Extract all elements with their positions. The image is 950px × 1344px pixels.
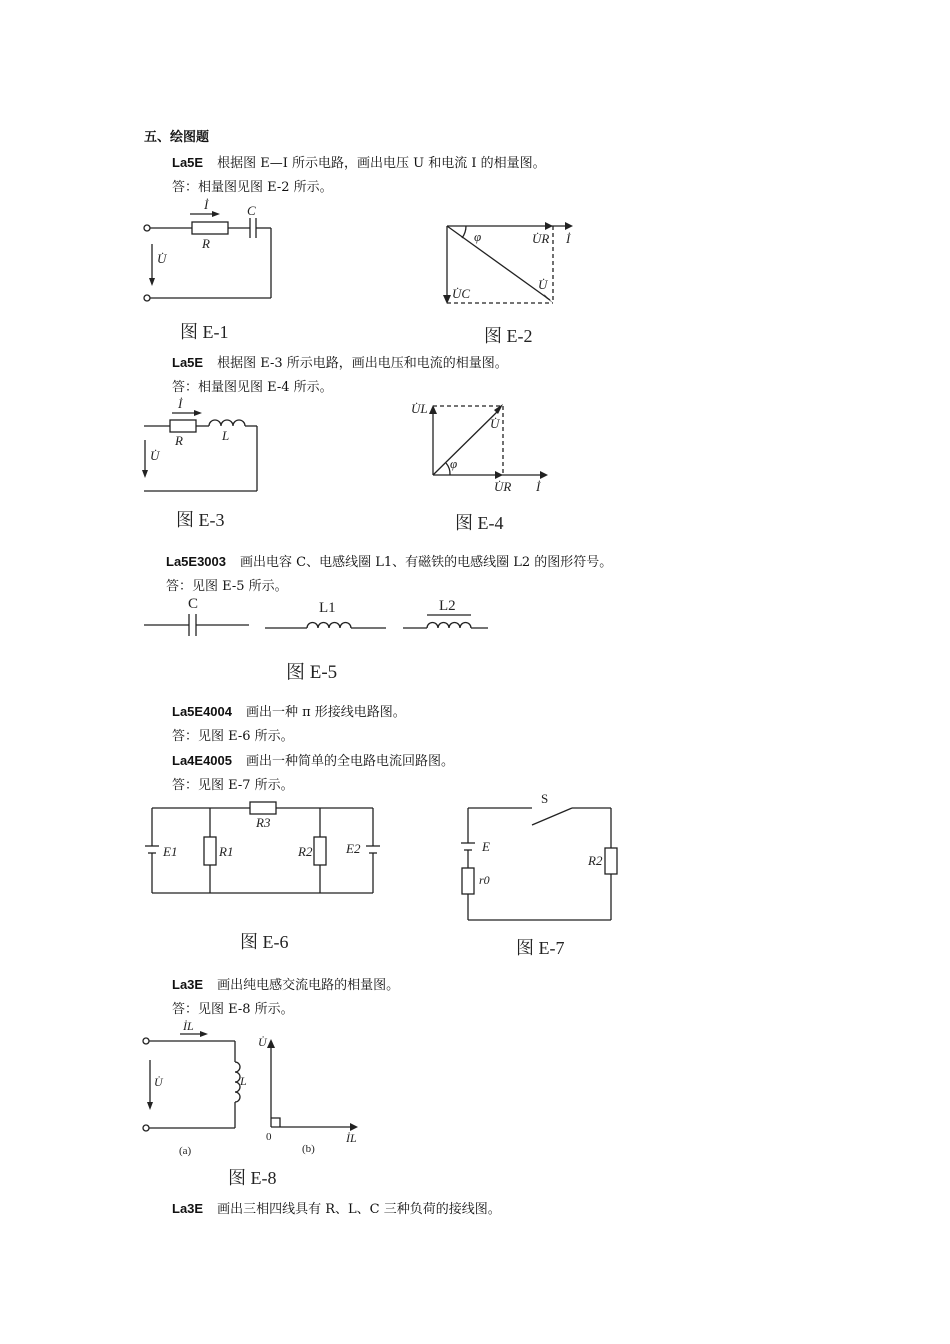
answer-2: 答：相量图见图 E-4 所示。 [172,380,333,395]
e6-r3-label: R3 [256,815,271,830]
e3-voltage-label: U̇ [150,448,160,463]
e8-u-a-label: U̇ [154,1075,163,1089]
e5-l1-label: L1 [319,600,336,616]
e2-phi-label: φ [474,229,482,244]
e6-e1-label: E1 [163,844,178,859]
e7-s-label: S [541,791,549,806]
caption-e3: 图 E-3 [176,510,225,530]
e7-e-label: E [482,839,490,854]
e3-current-label: İ [178,396,183,411]
caption-e8: 图 E-8 [228,1168,277,1188]
e1-current-label: İ [204,197,209,212]
question-text: 画出电容 C、电感线圈 L1、有磁铁的电感线圈 L2 的图形符号。 [240,555,613,570]
question-7 [172,1201,501,1218]
question-code: La5E4004 [172,704,232,719]
section-heading: 五、绘图题 [144,130,210,145]
question-code: La3E [172,977,204,992]
question-code: La5E3003 [166,554,226,569]
e8-il-b-label: İL [346,1131,357,1145]
question-text: 根据图 E—I 所示电路，画出电压 U 和电流 I 的相量图。 [217,156,546,171]
e2-i-label: İ [566,231,571,246]
e7-r2-label: R2 [588,853,603,868]
e4-ur-label: U̇R [494,479,512,494]
e6-r1-label: R1 [219,844,234,859]
e8-origin-label: 0 [266,1131,272,1143]
question-code: La4E4005 [172,753,232,768]
e3-inductor-label: L [222,428,230,443]
answer-3: 答：见图 E-5 所示。 [166,579,288,594]
answer-4: 答：见图 E-6 所示。 [172,729,294,744]
question-code: La5E [172,155,204,170]
e2-u-label: U̇ [538,277,548,292]
e4-u-label: U̇ [490,416,500,431]
e7-r0-label: r0 [479,873,490,887]
question-code: La3E [172,1201,204,1216]
e8-u-b-label: U̇ [258,1035,267,1049]
e1-resistor-label: R [202,236,210,251]
question-text: 画出纯电感交流电路的相量图。 [217,978,400,993]
caption-e6: 图 E-6 [240,932,289,952]
caption-e7: 图 E-7 [516,938,565,958]
question-text: 根据图 E-3 所示电路，画出电压和电流的相量图。 [217,356,508,371]
e2-ur-label: U̇R [532,231,550,246]
e4-phi-label: φ [450,456,458,471]
answer-5: 答：见图 E-7 所示。 [172,778,294,793]
e3-resistor-label: R [175,433,183,448]
question-code: La5E [172,355,204,370]
e8-a-label: (a) [179,1145,192,1157]
question-text: 画出一种简单的全电路电流回路图。 [246,754,455,769]
e1-voltage-label: U̇ [157,251,167,266]
e4-i-label: İ [536,479,541,494]
question-text: 画出三相四线具有 R、L、C 三种负荷的接线图。 [217,1202,501,1217]
e5-l2-label: L2 [439,598,456,614]
e1-capacitor-label: C [247,203,256,218]
e4-ul-label: U̇L [411,401,428,416]
question-text: 画出一种 π 形接线电路图。 [246,705,406,720]
caption-e4: 图 E-4 [455,513,504,533]
caption-e5: 图 E-5 [286,662,338,683]
e6-r2-label: R2 [298,844,313,859]
e8-l-label: L [240,1074,247,1088]
e6-e2-label: E2 [346,841,361,856]
answer-1: 答：相量图见图 E-2 所示。 [172,180,333,195]
e8-il-label: İL [183,1019,194,1033]
e8-b-label: (b) [302,1143,315,1155]
answer-6: 答：见图 E-8 所示。 [172,1002,294,1017]
caption-e1: 图 E-1 [180,322,229,342]
e2-uc-label: U̇C [452,286,471,301]
e5-c-label: C [188,596,199,612]
caption-e2: 图 E-2 [484,326,533,346]
